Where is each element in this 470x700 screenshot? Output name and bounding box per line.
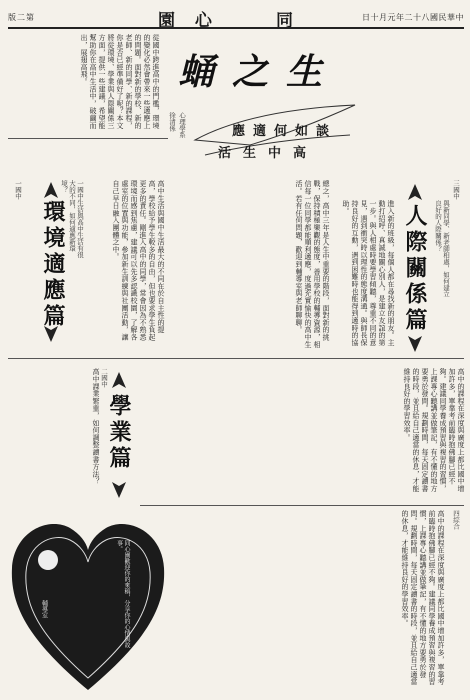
tips-label: 四綜合 bbox=[452, 510, 460, 530]
page-number-label: 版二第 bbox=[8, 13, 35, 22]
masthead-left: 園 心 bbox=[158, 11, 216, 31]
page-header bbox=[8, 6, 464, 31]
env-label: 一國中 bbox=[14, 180, 22, 200]
byline-dept: 心理學系 bbox=[178, 112, 186, 138]
masthead-right: 同 bbox=[276, 11, 297, 31]
byline: 徐清係 bbox=[168, 112, 176, 132]
env-body: 高中生活與國中生活最大的不同在於自主性的提高，學校給予學生較多的自由，但也要求學生負起更多的責任。剛進入高中的同學，常會因為不熟悉環境而感到焦慮，建議可以先多認識校園，了解各處室的位置與功能，參加新生訓練與社團活動，讓自己早日融入團體之中。 bbox=[112, 180, 165, 341]
lotus-ornament-icon bbox=[400, 330, 430, 354]
tips-body: 高中的課程在深度與廣度上都比國中增加許多，單靠考前臨時抱佛腳已經不夠。建議同學養成預習與複習的習慣，上課專心聽講並做筆記，有不懂的地方要勇於發問。規劃時間，每天固定讀書的時段，並且給自己適當的休息，才能維持良好的學習效率。 bbox=[401, 510, 445, 686]
issue-date: 日十月元年二十八國民華中 bbox=[362, 13, 464, 22]
lotus-ornament-icon bbox=[104, 476, 134, 500]
study-note: 高中課業繁重，如何調整讀書方法？ bbox=[92, 368, 100, 485]
article-subtitle-line2: 活生中高 bbox=[218, 146, 319, 161]
study-heading: 學業篇 bbox=[106, 394, 132, 472]
intro-text: 從國中跨進高中的門檻，環境的變化必然會帶來一些適應上的問題。面對新的學校、新的老師、新的同學、新的課程，你是否已經準備好了呢？本文將從環境、學業與人際關係三方面，提供一些建議，希望能幫助你在高中生活中，破繭而出，展翅高飛。 bbox=[80, 34, 160, 129]
heart-caption: 輔導室 bbox=[40, 600, 48, 618]
people-body: 進入新的班級，每個人都在尋找新的朋友。主動打招呼、真誠地關心別人，是建立友誼的第一步。與人相處時要學習傾聽，尊重不同的意見，遇到衝突時以理性的態度溝通。與師長保持良好的互動，遇到困難時也能得到適時的協助。 bbox=[342, 200, 395, 346]
heart-text: 同心園歡迎你的來稿，分享你的心情與故事。 bbox=[115, 540, 130, 648]
study-body: 高中的課程在深度與廣度上都比國中增加許多，單靠考前臨時抱佛腳已經不夠。建議同學養成預習與複習的習慣，上課專心聽講並做筆記，有不懂的地方要勇於發問。規劃時間，每天固定讀書的時段，並且給自己適當的休息，才能維持良好的學習效率。 bbox=[403, 368, 465, 493]
lotus-ornament-icon bbox=[400, 182, 430, 204]
header-rule bbox=[8, 27, 464, 29]
divider bbox=[140, 505, 464, 506]
article-subtitle-line1: 應適何如談 bbox=[232, 124, 338, 139]
article-title: 蛹之生 bbox=[178, 51, 341, 93]
env-heading: 環境適應篇 bbox=[40, 200, 66, 330]
study-label: 二國中 bbox=[100, 368, 108, 388]
lotus-ornament-icon bbox=[104, 370, 134, 392]
people-heading: 人際關係篇 bbox=[402, 204, 428, 334]
middle-body: 總之，高中三年是人生中重要的階段，面對新的挑戰，保持積極樂觀的態度，善用學校的輔導資源，相信每一位同學都能順利適應，度過充實愉快的高中生活。若有任何問題，歡迎到輔導室與老師聊聊。 bbox=[295, 180, 330, 348]
divider bbox=[8, 358, 464, 359]
divider bbox=[8, 138, 168, 139]
people-note: 與新同學、新老師相處，如何建立良好的人際關係？ bbox=[434, 200, 450, 298]
env-note: 一國中生活與高中生活有很大的不同，如何適應新環境？ bbox=[60, 180, 84, 258]
lotus-ornament-icon bbox=[36, 320, 66, 344]
people-label: 三國中 bbox=[452, 180, 460, 200]
